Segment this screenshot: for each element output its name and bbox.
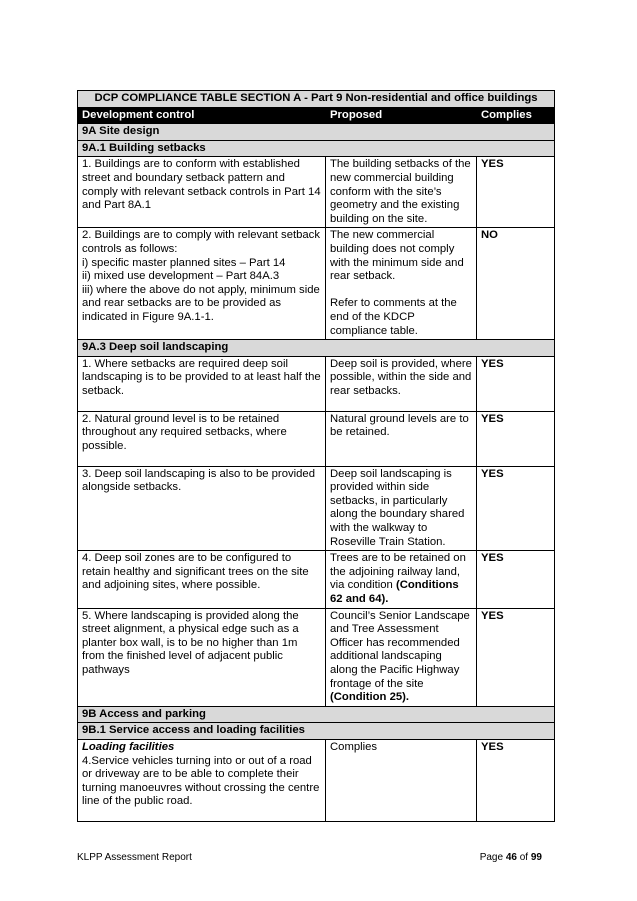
proposed-paragraph: Refer to comments at the end of the KDCP compliance table. xyxy=(330,297,457,337)
table-row xyxy=(78,411,555,466)
table-row xyxy=(78,466,555,551)
control-cell: 2. Natural ground level is to be retained throughout any required setbacks, where possible. xyxy=(78,411,326,466)
complies-cell: NO xyxy=(477,228,555,340)
page-current: 46 xyxy=(505,852,517,863)
complies-cell: YES xyxy=(477,157,555,228)
complies-cell: YES xyxy=(477,411,555,466)
control-line: iii) where the above do not apply, minimum side and rear setbacks are to be provided as indicated in Figure 9A.1-1. xyxy=(82,283,320,323)
control-cell xyxy=(78,739,326,821)
control-cell: 4. Deep soil zones are to be configured to retain healthy and significant trees on the site and adjoining sites, where possible. xyxy=(78,551,326,608)
section-row xyxy=(78,124,555,141)
complies-cell: YES xyxy=(477,551,555,608)
proposed-cell: The building setbacks of the new commercial building conform with the site’s geometry and the existing building on the site. xyxy=(326,157,477,228)
section-row xyxy=(78,706,555,723)
condition-reference: (Conditions 62 and 64). xyxy=(330,579,459,606)
condition-reference: (Condition 25). xyxy=(330,691,410,704)
subsection-9a1-heading: 9A.1 Building setbacks xyxy=(78,140,555,157)
table-title-row xyxy=(78,91,555,108)
proposed-text: Council’s Senior Landscape and Tree Assessment Officer has recommended additional landscaping along the Pacific Highway frontage of the site xyxy=(330,609,470,690)
proposed-text: Trees are to be retained on the adjoining railway land, via condition xyxy=(330,552,466,592)
control-cell: 5. Where landscaping is provided along the street alignment, a physical edge such as a planter box wall, is to be no higher than 1m from the finished level of adjacent public pathways xyxy=(78,608,326,706)
control-cell: 3. Deep soil landscaping is also to be provided alongside setbacks. xyxy=(78,466,326,551)
proposed-cell xyxy=(326,228,477,340)
proposed-cell: Natural ground levels are to be retained. xyxy=(326,411,477,466)
header-proposed: Proposed xyxy=(326,107,477,124)
proposed-cell xyxy=(326,551,477,608)
complies-cell: YES xyxy=(477,466,555,551)
page-label: Page xyxy=(479,852,504,863)
table-row xyxy=(78,608,555,706)
control-line: ii) mixed use development – Part 84A.3 xyxy=(82,270,280,283)
dcp-compliance-table xyxy=(77,90,555,822)
subsection-9b1-heading: 9B.1 Service access and loading facilities xyxy=(78,723,555,740)
page-of-label: of xyxy=(519,852,529,863)
proposed-cell: Deep soil is provided, where possible, within the side and rear setbacks. xyxy=(326,356,477,411)
proposed-paragraph: The new commercial building does not comply with the minimum side and rear setback. xyxy=(330,229,464,283)
proposed-cell xyxy=(326,608,477,706)
table-row xyxy=(78,356,555,411)
control-text: 4.Service vehicles turning into or out of a road or driveway are to be able to complete their turning manoeuvres without crossing the centre line of the public road. xyxy=(82,754,320,808)
page-total: 99 xyxy=(530,852,542,863)
footer-report-name: KLPP Assessment Report xyxy=(77,852,192,863)
control-cell xyxy=(78,228,326,340)
table-header-row xyxy=(78,107,555,124)
table-row xyxy=(78,157,555,228)
proposed-cell: Deep soil landscaping is provided within side setbacks, in particularly along the boundary shared with the walkway to Roseville Train Station. xyxy=(326,466,477,551)
control-subtitle: Loading facilities xyxy=(82,740,175,753)
proposed-cell: Complies xyxy=(326,739,477,821)
table-row xyxy=(78,228,555,340)
table-title: DCP COMPLIANCE TABLE SECTION A - Part 9 Non-residential and office buildings xyxy=(78,91,555,108)
complies-cell: YES xyxy=(477,356,555,411)
header-complies: Complies xyxy=(477,107,555,124)
complies-cell: YES xyxy=(477,608,555,706)
complies-cell: YES xyxy=(477,739,555,821)
subsection-row xyxy=(78,340,555,357)
control-line: 2. Buildings are to comply with relevant setback controls as follows: xyxy=(82,229,320,255)
subsection-row xyxy=(78,723,555,740)
section-9b-heading: 9B Access and parking xyxy=(78,706,555,723)
subsection-9a3-heading: 9A.3 Deep soil landscaping xyxy=(78,340,555,357)
control-cell: 1. Where setbacks are required deep soil landscaping is to be provided to at least half the setback. xyxy=(78,356,326,411)
table-row xyxy=(78,739,555,821)
subsection-row xyxy=(78,140,555,157)
section-9a-heading: 9A Site design xyxy=(78,124,555,141)
control-cell: 1. Buildings are to conform with established street and boundary setback pattern and comply with relevant setback controls in Part 14 and Part 8A.1 xyxy=(78,157,326,228)
table-row xyxy=(78,551,555,608)
header-development-control: Development control xyxy=(78,107,326,124)
footer-page-number xyxy=(480,852,542,863)
control-line: i) specific master planned sites – Part 14 xyxy=(82,256,286,269)
